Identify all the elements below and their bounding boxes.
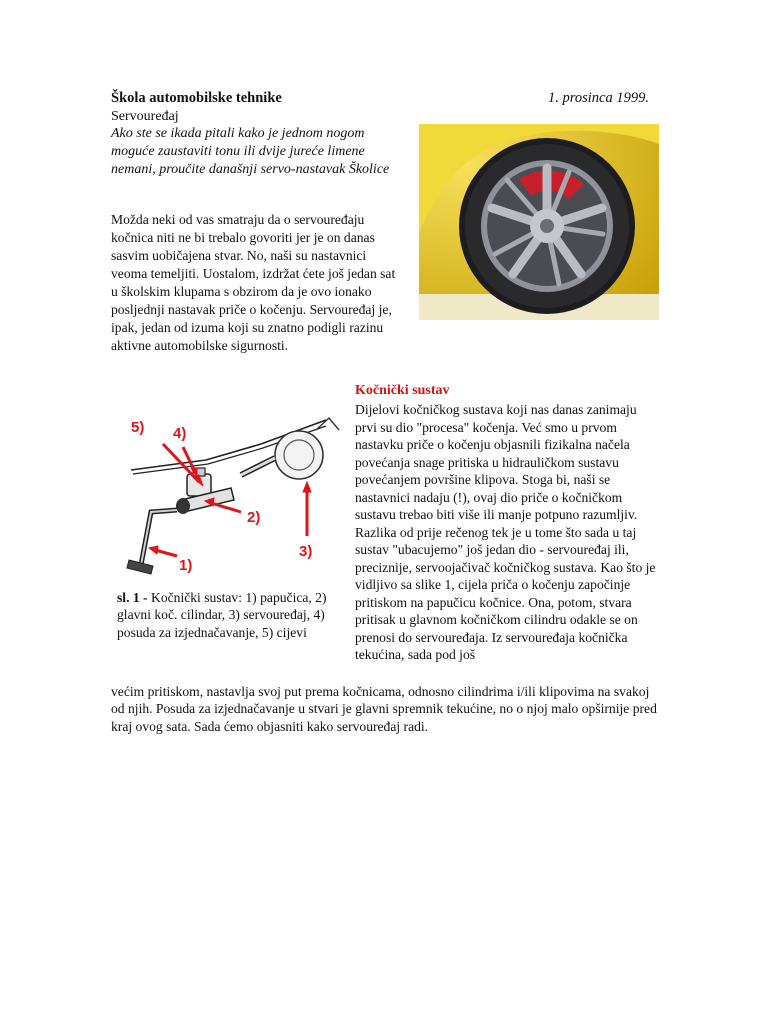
article-subtitle: Servouređaj	[111, 109, 179, 124]
section-body: Dijelovi kočničkog sustava koji nas danas zanimaju prvi su dio "procesa" kočenja. Već smo u prvom nastavku priče o kočenju objasnili fizikalna načela povećanja snage pritiska u hidrauličkom sustavu povećanjem površine klipova. Stoga bi, naši se nastavnici nadaju (!), ovaj dio priče o kočničkom sustavu trebao biti više ili manje potpuno razumljiv. Razlika od prije rečenog tek je u tome što sada u taj sustav "ubacujemo" još jedan dio - servouređaj ili, preciznije, servoojačivač kočničkog sustava. Kao što je vidljivo sa slike 1, cijela priča o kočenju započinje pritiskom na papučicu kočnice. Ona, potom, stvara pritisak u glavnom kočničkom cilindru odakle se on prenosi do servouređaja. Iz servouređaja kočnička tekućina, sada pod još	[355, 402, 656, 662]
article-lead: Ako ste se ikada pitali kako je jednom nogom moguće zaustaviti tonu ili dvije jureće limene nemani, proučite današnji servo-nastavak Školice	[111, 126, 390, 177]
callout-5: 5)	[131, 419, 145, 436]
article-continuation: većim pritiskom, nastavlja svoj put prema kočnicama, odnosno cilindrima i/ili klipovima na svakoj od njih. Posuda za izjednačavanje u stvari je glavni spremnik tekućine, no o njoj malo opširnije pred kraj ovog sata. Sada ćemo objasniti kako servouređaj radi.	[111, 684, 657, 734]
brake-system-illustration	[111, 400, 346, 580]
brake-system-diagram	[111, 400, 346, 580]
caption-text: Kočnički sustav: 1) papučica, 2) glavni koč. cilindar, 3) servouređaj, 4) posuda za izjednačavanje, 5) cijevi	[117, 590, 327, 640]
figure-caption	[117, 589, 335, 641]
callout-2: 2)	[247, 509, 261, 526]
callout-1: 1)	[179, 557, 193, 574]
caption-label: sl. 1 -	[117, 590, 148, 605]
article-intro: Možda neki od vas smatraju da o servouređaju kočnica niti ne bi trebalo govoriti jer je on danas sasvim uobičajena stvar. No, naši su nastavnici veoma temeljiti. Uostalom, izdržat ćete još jedan sat u školskim klupama s obzirom da je ovo ionako posljednji nastavak priče o kočenju. Servouređaj je, ipak, jedan od izuma koji su znatno podigli razinu aktivne automobilske sigurnosti.	[111, 212, 396, 353]
section-heading: Kočnički sustav	[355, 383, 450, 398]
wheel-photo	[419, 124, 659, 320]
callout-4: 4)	[173, 425, 187, 442]
callout-3: 3)	[299, 543, 313, 560]
wheel-illustration	[419, 124, 659, 320]
publication-date: 1. prosinca 1999.	[548, 90, 649, 106]
school-title: Škola automobilske tehnike	[111, 90, 282, 106]
